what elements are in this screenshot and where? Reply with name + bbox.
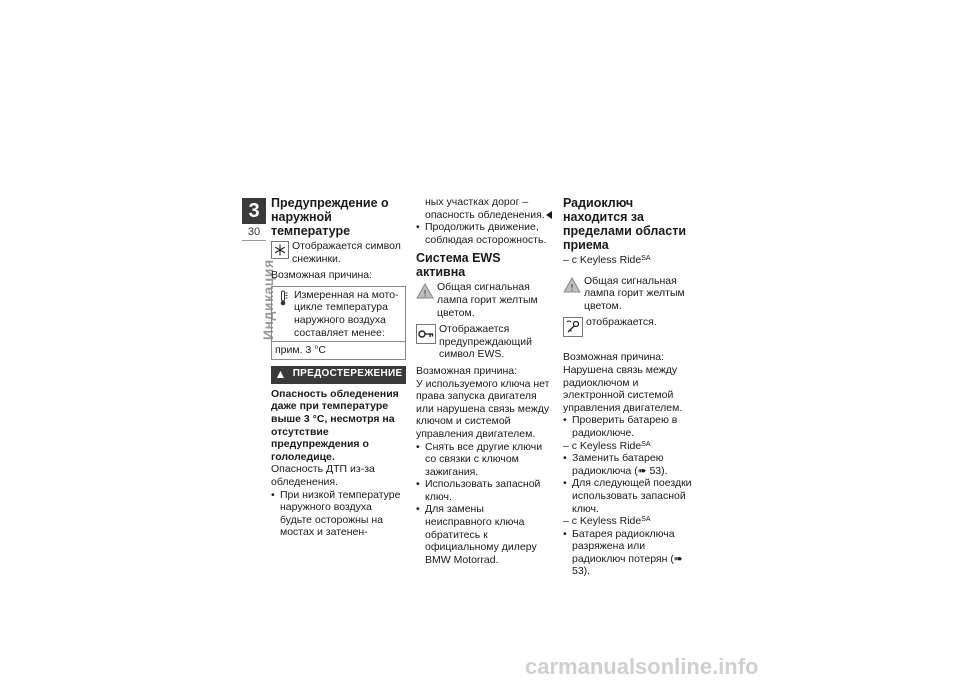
general-warning-row — [416, 281, 552, 319]
col3-bullet-list-2 — [563, 452, 699, 515]
list-item: • Заменить батарею радиоключа (➠ 53). — [563, 452, 699, 477]
general-warning-description: Общая сигнальная лампа горит желтым цветом. — [584, 274, 685, 312]
column-2 — [416, 196, 552, 566]
radio-key-icon — [563, 317, 583, 337]
watermark-text: carmanualsonline.info — [525, 654, 759, 679]
list-item: • Снять все другие ключи со связки с ключом зажигания. — [416, 441, 552, 479]
possible-cause-label: Возможная причина: — [271, 269, 373, 282]
warning-label: ПРЕДОСТЕРЕЖЕНИЕ — [292, 368, 403, 380]
svg-text:!: ! — [423, 289, 427, 300]
list-item: • Для следующей поездки использовать запасной ключ. — [563, 477, 699, 515]
general-warning-description: Общая сигнальная лампа горит желтым цветом. — [437, 281, 538, 319]
col3-bullet-list-3 — [563, 528, 699, 578]
warning-banner — [271, 366, 406, 384]
list-item: • Продолжить движение, соблюдая осторожность. — [416, 221, 552, 246]
temperature-note-text: Измеренная на мотоцикле температура наружного воздуха составляет менее: — [294, 288, 399, 339]
snowflake-indicator-row — [271, 240, 406, 265]
svg-text:!: ! — [570, 283, 574, 293]
radio-key-symbol-row — [563, 316, 699, 337]
option-keyless-ride: – с Keyless Ride$^{SA}$ — [563, 515, 651, 528]
arrow-right-icon: ➠ — [637, 464, 650, 477]
general-warning-row — [563, 275, 699, 313]
list-item: • Проверить батарею в радиоключе. — [563, 414, 699, 439]
section-heading-radio-key: Радиоключ находится за пределами области приема — [563, 196, 687, 252]
warning-text: Опасность ДТП из-за обледенения. — [271, 463, 375, 488]
thermometer-icon — [275, 290, 291, 306]
col2-bullet-list — [416, 441, 552, 567]
option-keyless-ride: – с Keyless Ride$^{SA}$ — [563, 439, 651, 452]
warning-bold-text: Опасность обледенения даже при температуре выше 3 °C, несмотря на отсутствие предупреждения о гололедице. — [271, 387, 399, 463]
snowflake-icon — [271, 241, 289, 259]
column-3 — [563, 196, 699, 578]
radio-key-description: отображается. — [586, 316, 657, 329]
column-1 — [271, 196, 406, 539]
list-item: • При низкой температуре наружного воздуха будьте осторожны на мостах и затенен- — [271, 489, 406, 539]
col3-bullet-list-1 — [563, 414, 699, 439]
chapter-side-title: Индикация — [260, 259, 276, 340]
page-reference-link[interactable]: 53). — [649, 464, 668, 477]
section-heading-ews: Система EWS активна — [416, 251, 501, 280]
warning-triangle-icon — [563, 276, 581, 294]
temperature-threshold-value: прим. 3 °C — [272, 341, 405, 359]
arrow-right-icon: ➠ — [673, 552, 683, 565]
possible-cause-label: Возможная причина: — [563, 351, 665, 364]
ews-symbol-description: Отображается предупреждающий символ EWS. — [439, 323, 532, 361]
list-item: • Для замены неисправного ключа обратитесь к официальному дилеру BMW Motorrad. — [416, 503, 552, 566]
key-icon — [416, 324, 436, 344]
continued-text: ных участках дорог – опасность обледенения. — [416, 196, 552, 221]
temperature-note-table — [271, 286, 406, 360]
col1-bullet-list — [271, 489, 406, 539]
page-number: 30 — [247, 226, 261, 238]
col2-bullet-list-top — [416, 221, 552, 246]
page-number-divider — [242, 240, 266, 241]
warning-triangle-icon — [416, 282, 434, 300]
section-heading-outside-temp: Предупреждение о наружной температуре — [271, 196, 389, 238]
page-reference-link[interactable]: 53). — [572, 565, 591, 578]
ews-symbol-row — [416, 323, 552, 361]
list-item: • Использовать запасной ключ. — [416, 478, 552, 503]
possible-cause-text: Нарушена связь между радиоключом и электронной системой управления двигателем. — [563, 363, 683, 414]
possible-cause-label: Возможная причина: — [416, 364, 518, 377]
warning-triangle-icon: ▲ — [274, 367, 287, 382]
chapter-number: 3 — [242, 198, 266, 224]
possible-cause-text: У используемого ключа нет права запуска двигателя или нарушена связь между ключом и системой управления двигателем. — [416, 377, 550, 440]
snowflake-description: Отображается символ снежинки. — [292, 240, 401, 265]
list-item: • Батарея радиоключа разряжена или радиоключ потерян (➠ 53). — [563, 528, 699, 578]
option-keyless-ride: – с Keyless Ride$^{SA}$ — [563, 254, 651, 266]
end-marker-icon — [546, 211, 552, 219]
